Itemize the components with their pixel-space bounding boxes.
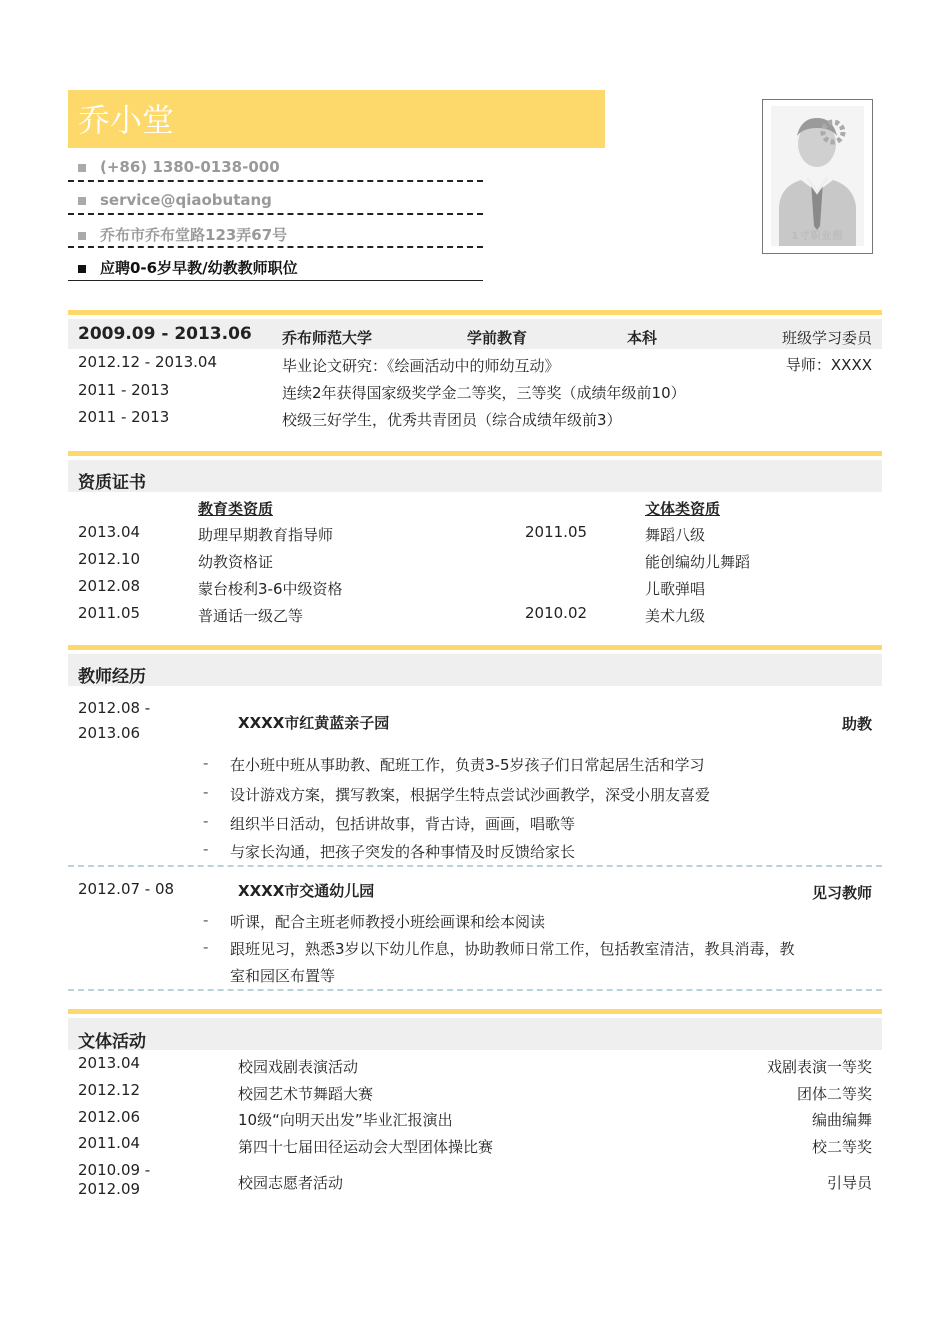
edu-row-text: 校级三好学生，优秀共青团员（综合成绩年级前3） <box>282 411 622 429</box>
photo-caption: 1寸职业照 <box>791 231 844 242</box>
job-role: 见习教师 <box>811 884 872 902</box>
objective: 应聘0-6岁早教/幼教教师职位 <box>100 259 298 277</box>
edu-row-date: 2012.12 - 2013.04 <box>78 353 218 371</box>
profile-photo <box>762 99 873 254</box>
activity-date: 2012.12 <box>78 1081 141 1099</box>
bullet-dash-icon: - <box>203 938 209 956</box>
job-date: 2012.08 - <box>78 699 151 717</box>
cert-name: 助理早期教育指导师 <box>198 526 334 544</box>
dashed-divider <box>68 989 882 991</box>
job-bullet: 与家长沟通，把孩子突发的各种事情及时反馈给家长 <box>230 843 576 861</box>
cert-date: 2011.05 <box>78 604 141 622</box>
job-date: 2013.06 <box>78 724 141 742</box>
cert-name: 美术九级 <box>645 607 706 625</box>
experience-title: 教师经历 <box>78 667 146 687</box>
job-bullet: 室和园区布置等 <box>230 967 336 985</box>
cert-date: 2011.05 <box>525 523 588 541</box>
divider <box>68 180 483 182</box>
phone-line <box>78 158 280 176</box>
edu-row-date: 2011 - 2013 <box>78 381 170 399</box>
activity-date: 2010.09 - <box>78 1161 151 1179</box>
cert-date: 2010.02 <box>525 604 588 622</box>
degree: 本科 <box>627 329 658 347</box>
section-header-bg <box>68 654 882 686</box>
job-date: 2012.07 - 08 <box>78 880 175 898</box>
address: 乔布市乔布堂路123弄67号 <box>100 226 288 244</box>
job-org: XXXX市红黄蓝亲子园 <box>238 714 390 732</box>
bullet-dash-icon: - <box>203 783 209 801</box>
job-bullet: 在小班中班从事助教、配班工作，负责3-5岁孩子们日常起居生活和学习 <box>230 756 705 774</box>
phone: (+86) 1380-0138-000 <box>100 158 280 176</box>
cert-name: 普通话一级乙等 <box>198 607 304 625</box>
certs-left-header: 教育类资质 <box>198 500 274 518</box>
activity-award: 戏剧表演一等奖 <box>766 1058 872 1076</box>
edu-row-date: 2011 - 2013 <box>78 408 170 426</box>
job-bullet: 跟班见习，熟悉3岁以下幼儿作息，协助教师日常工作，包括教室清洁，教具消毒，教 <box>230 940 795 958</box>
activity-award: 编曲编舞 <box>811 1111 872 1129</box>
bullet-square-icon <box>78 265 86 273</box>
bullet-square-icon <box>78 197 86 205</box>
cert-date: 2013.04 <box>78 523 141 541</box>
bullet-dash-icon: - <box>203 911 209 929</box>
edu-row-text: 毕业论文研究：《绘画活动中的师幼互动》 <box>282 357 560 375</box>
section-accent-bar <box>68 310 882 315</box>
section-accent-bar <box>68 1009 882 1014</box>
activity-date: 2011.04 <box>78 1134 141 1152</box>
section-accent-bar <box>68 645 882 650</box>
job-org: XXXX市交通幼儿园 <box>238 882 375 900</box>
bullet-dash-icon: - <box>203 840 209 858</box>
school-name: 乔布师范大学 <box>282 329 373 347</box>
section-header-bg <box>68 1018 882 1050</box>
divider <box>68 246 483 248</box>
divider <box>68 213 483 215</box>
dashed-divider <box>68 865 882 867</box>
address-line <box>78 224 287 245</box>
activity-name: 校园志愿者活动 <box>238 1174 344 1192</box>
edu-row-text: 连续2年获得国家级奖学金二等奖，三等奖（成绩年级前10） <box>282 384 686 402</box>
activity-name: 第四十七届田径运动会大型团体操比赛 <box>238 1138 494 1156</box>
activity-date: 2012.09 <box>78 1180 141 1198</box>
email-line <box>78 191 272 209</box>
section-accent-bar <box>68 451 882 456</box>
activity-name: 10级“向明天出发”毕业汇报演出 <box>238 1111 453 1129</box>
edu-row-right: 导师：XXXX <box>785 356 872 374</box>
activity-date: 2012.06 <box>78 1108 141 1126</box>
certs-title: 资质证书 <box>78 473 146 493</box>
activity-name: 校园艺术节舞蹈大赛 <box>238 1085 374 1103</box>
job-role: 助教 <box>841 715 872 733</box>
activity-award: 校二等奖 <box>811 1138 872 1156</box>
section-header-bg <box>68 460 882 492</box>
major: 学前教育 <box>467 329 528 347</box>
job-bullet: 听课，配合主班老师教授小班绘画课和绘本阅读 <box>230 913 546 931</box>
job-bullet: 设计游戏方案，撰写教案，根据学生特点尝试沙画教学，深受小朋友喜爱 <box>230 786 711 804</box>
cert-name: 幼教资格证 <box>198 553 274 571</box>
education-date: 2009.09 - 2013.06 <box>78 324 252 344</box>
cert-name: 舞蹈八级 <box>645 526 706 544</box>
activity-date: 2013.04 <box>78 1054 141 1072</box>
activity-award: 团体二等奖 <box>796 1085 872 1103</box>
candidate-name: 乔小堂 <box>78 101 175 139</box>
objective-line <box>78 257 298 278</box>
certs-right-header: 文体类资质 <box>645 500 721 518</box>
activity-name: 校园戏剧表演活动 <box>238 1058 359 1076</box>
school-role: 班级学习委员 <box>781 329 872 347</box>
bullet-dash-icon: - <box>203 754 209 772</box>
email: service@qiaobutang <box>100 191 272 209</box>
cert-name: 蒙台梭利3-6中级资格 <box>198 580 343 598</box>
activities-title: 文体活动 <box>78 1032 146 1052</box>
cert-name: 能创编幼儿舞蹈 <box>645 553 751 571</box>
cert-name: 儿歌弹唱 <box>645 580 706 598</box>
cert-date: 2012.08 <box>78 577 141 595</box>
bullet-square-icon <box>78 232 86 240</box>
person-silhouette-icon <box>771 106 864 246</box>
cert-date: 2012.10 <box>78 550 141 568</box>
divider <box>68 280 483 281</box>
activity-award: 引导员 <box>826 1174 872 1192</box>
bullet-square-icon <box>78 164 86 172</box>
job-bullet: 组织半日活动，包括讲故事，背古诗，画画，唱歌等 <box>230 815 576 833</box>
bullet-dash-icon: - <box>203 812 209 830</box>
